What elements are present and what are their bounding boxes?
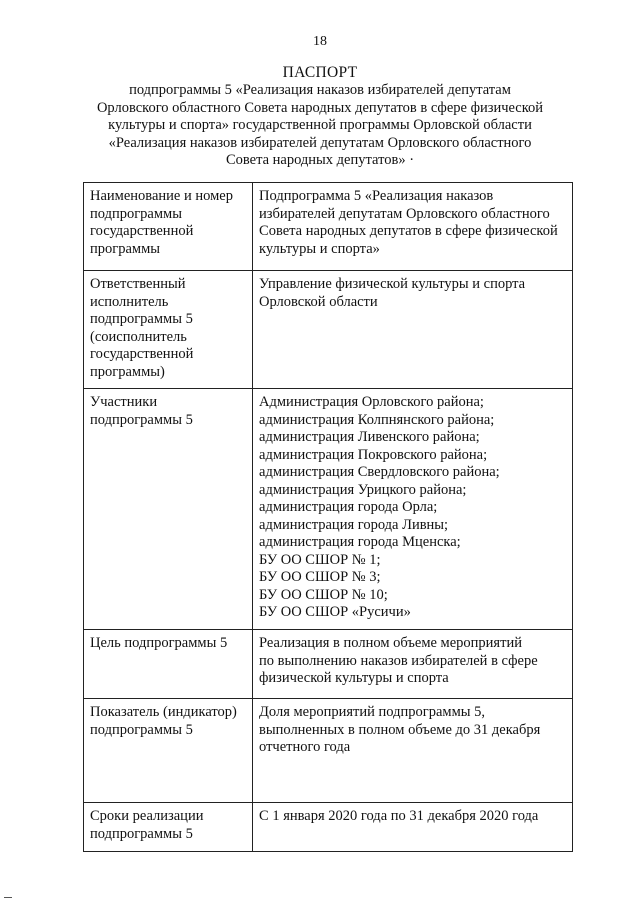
document-subtitle	[60, 82, 580, 170]
page-number: 18	[313, 34, 327, 49]
value-line: БУ ОО СШОР № 10;	[259, 586, 388, 603]
subtitle-line: Орловского областного Совета народных депутатов в сфере физической	[96, 99, 544, 116]
subtitle-line: культуры и спорта» государственной программы Орловской области	[108, 117, 532, 133]
value-line: администрация города Орла;	[259, 499, 438, 515]
value-line: администрация Свердловского района;	[259, 464, 500, 480]
value-line: избирателей депутатам Орловского областного	[259, 205, 550, 222]
row-value-cell	[253, 803, 573, 852]
label-line: Ответственный	[90, 276, 186, 292]
value-line: С 1 января 2020 года по 31 декабря 2020 года	[259, 808, 539, 824]
label-line: программы	[90, 240, 160, 257]
table-row	[84, 389, 573, 630]
value-line: отчетного года	[259, 739, 351, 755]
scan-edge-mark	[4, 897, 12, 898]
table-row	[84, 803, 573, 852]
row-label-cell	[84, 183, 253, 271]
value-line: по выполнению наказов избирателей в сфере	[259, 652, 538, 669]
value-line: Орловской области	[259, 293, 378, 310]
label-line: государственной	[90, 346, 194, 362]
document-title: ПАСПОРТ	[282, 64, 358, 81]
row-value-cell	[253, 630, 573, 699]
row-value-cell	[253, 389, 573, 630]
label-line: подпрограммы 5	[90, 411, 193, 428]
value-line: администрация города Мценска;	[259, 534, 461, 550]
passport-table	[83, 182, 573, 852]
value-line: физической культуры и спорта	[259, 670, 449, 686]
value-line: Совета народных депутатов в сфере физической	[259, 223, 558, 239]
value-line: культуры и спорта»	[259, 240, 380, 257]
label-line: подпрограммы	[90, 205, 182, 222]
label-line: Участники	[90, 394, 158, 410]
value-line: БУ ОО СШОР № 3;	[259, 569, 381, 585]
table-row	[84, 699, 573, 803]
row-label-cell	[84, 630, 253, 699]
label-line: подпрограммы 5	[90, 311, 193, 327]
table-row	[84, 183, 573, 271]
label-line: (соисполнитель	[90, 328, 187, 345]
value-line: Администрация Орловского района;	[259, 394, 484, 410]
value-line: администрация Колпнянского района;	[259, 411, 495, 428]
value-line: администрация Покровского района;	[259, 446, 488, 463]
label-line: Сроки реализации	[90, 808, 204, 824]
table-row	[84, 271, 573, 389]
subtitle-line: Совета народных депутатов» ·	[225, 152, 415, 168]
value-line: Подпрограмма 5 «Реализация наказов	[259, 188, 494, 204]
label-line: исполнитель	[90, 293, 169, 310]
subtitle-line: подпрограммы 5 «Реализация наказов избирателей депутатам	[129, 82, 511, 98]
value-line: администрация Ливенского района;	[259, 429, 480, 445]
label-line: Наименование и номер	[90, 188, 233, 204]
label-line: программы)	[90, 363, 165, 380]
value-line: Доля мероприятий подпрограммы 5,	[259, 704, 485, 720]
label-line: Показатель (индикатор)	[90, 704, 237, 720]
value-line: администрация Урицкого района;	[259, 481, 467, 498]
value-line: Управление физической культуры и спорта	[259, 276, 526, 292]
value-line: администрация города Ливны;	[259, 516, 449, 533]
row-label-cell	[84, 389, 253, 630]
value-line: Реализация в полном объеме мероприятий	[259, 635, 522, 651]
label-line: подпрограммы 5	[90, 721, 193, 738]
row-value-cell	[253, 271, 573, 389]
value-line: выполненных в полном объеме до 31 декабря	[259, 721, 541, 738]
subtitle-line: «Реализация наказов избирателей депутатам Орловского областного	[108, 134, 532, 151]
label-line: государственной	[90, 223, 194, 239]
row-value-cell	[253, 183, 573, 271]
row-label-cell	[84, 271, 253, 389]
table-row	[84, 630, 573, 699]
label-line: Цель подпрограммы 5	[90, 635, 228, 651]
value-line: БУ ОО СШОР № 1;	[259, 551, 381, 568]
row-label-cell	[84, 699, 253, 803]
value-line: БУ ОО СШОР «Русичи»	[259, 604, 411, 620]
label-line: подпрограммы 5	[90, 825, 193, 842]
row-label-cell	[84, 803, 253, 852]
row-value-cell	[253, 699, 573, 803]
